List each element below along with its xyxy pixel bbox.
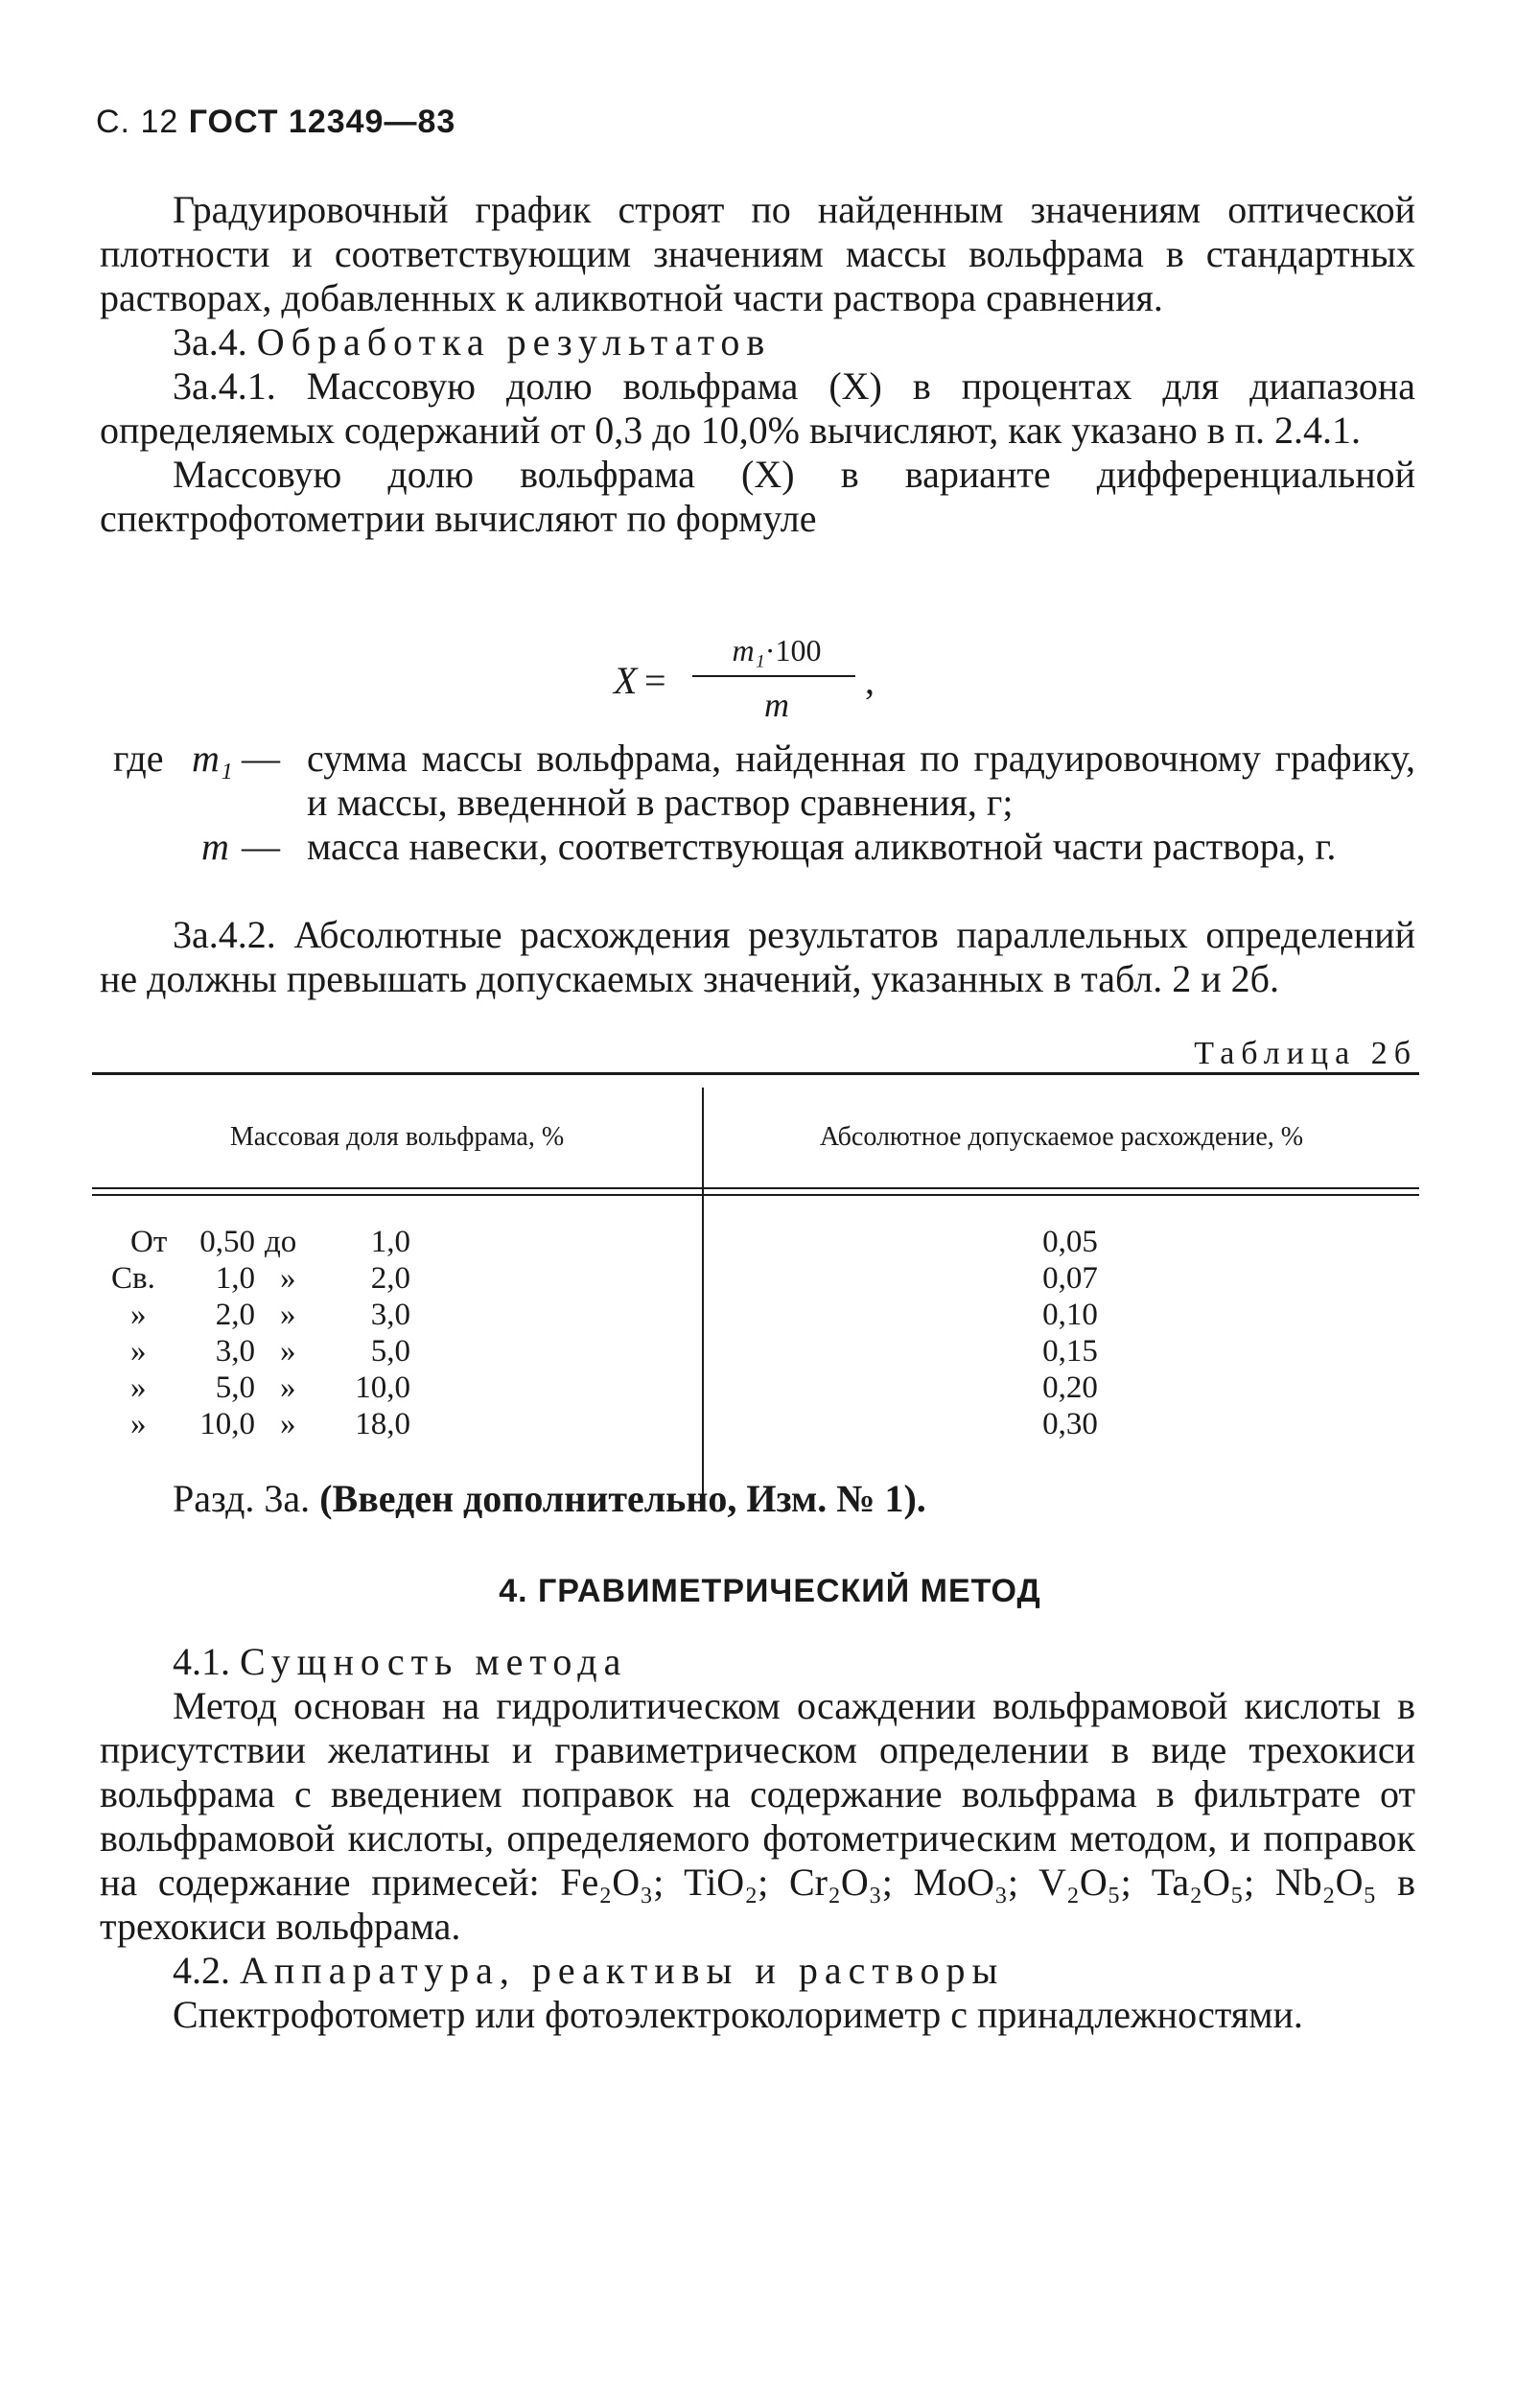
where-def-m1: сумма массы вольфрама, найденная по градуировочному графику, и массы, введенной в раствор сравнения, г; (307, 737, 1415, 824)
table-header-rule-double (92, 1194, 1419, 1196)
standard-number: ГОСТ 12349—83 (188, 104, 456, 140)
paragraph-formula-intro: Массовую долю вольфрама (X) в варианте дифференциальной спектрофотометрии вычисляют по формуле (100, 453, 1415, 540)
paragraph-3a41: 3а.4.1. Массовую долю вольфрама (X) в процентах для диапазона определяемых содержаний от 0,3 до 10,0% вычисляют, как указано в п. 2.4.1. (100, 364, 1415, 452)
paragraph-4-1: Метод основан на гидролитическом осаждении вольфрамовой кислоты в присутствии желатины и гравиметрическом определении в виде трехокиси вольфрама с введением поправок на содержание вольфрама в фильтрате от вольфрамовой кислоты, определяемого фотометрическим методом, и поправок на содержание примесей: Fe₂O₃; TiO₂; Cr₂O₃; MoO₃; V₂O₅; Ta₂O₅; Nb₂O₅ в трехокиси вольфрама. (100, 1684, 1415, 1948)
where-dash-1: — (242, 737, 280, 780)
table-body (92, 1224, 1419, 1442)
paragraph-3a42: 3а.4.2. Абсолютные расхождения результатов параллельных определений не должны превышать допускаемых значений, указанных в табл. 2 и 2б. (100, 913, 1415, 1000)
row-from: 5,0 (215, 1370, 255, 1405)
heading-4-1-title: Сущность метода (240, 1640, 628, 1683)
row-to: 3,0 (370, 1298, 410, 1332)
row-mid: » (280, 1261, 296, 1296)
amendment-section: Разд. 3а. (173, 1477, 311, 1520)
heading-4-1 (100, 1640, 1415, 1684)
table-row (92, 1333, 1419, 1370)
heading-4-1-number: 4.1. (173, 1640, 230, 1683)
row-to: 18,0 (355, 1407, 410, 1441)
paragraph-4-2: Спектрофотометр или фотоэлектроколориметр с принадлежностями. (173, 1993, 1303, 2036)
row-value: 0,05 (1042, 1225, 1098, 1259)
formula-lhs: X (614, 659, 638, 702)
formula-numerator-rest: ·100 (764, 633, 822, 667)
amendment-bold: (Введен дополнительно, Изм. № 1). (319, 1477, 926, 1520)
row-from: 10,0 (199, 1407, 255, 1441)
row-value: 0,20 (1042, 1370, 1098, 1405)
formula-denominator: m (764, 686, 789, 724)
row-mid: до (265, 1225, 297, 1259)
heading-4-2-number: 4.2. (173, 1949, 230, 1992)
where-dash-2: — (242, 825, 280, 868)
row-value: 0,15 (1042, 1334, 1098, 1369)
row-mid: » (280, 1370, 296, 1405)
where-def-m: масса навески, соответствующая аликвотной части раствора, г. (307, 825, 1337, 868)
formula-numerator-var: m₁ (732, 633, 765, 667)
row-value: 0,10 (1042, 1298, 1098, 1332)
page-number: С. 12 (96, 104, 179, 140)
row-to: 2,0 (370, 1261, 410, 1296)
row-value: 0,30 (1042, 1407, 1098, 1441)
row-prefix: » (130, 1407, 147, 1441)
formula-numerator (719, 633, 834, 668)
table-row (92, 1406, 1419, 1442)
row-from: 3,0 (215, 1334, 255, 1369)
row-mid: » (280, 1298, 296, 1332)
heading-4-2-title: Аппаратура, реактивы и растворы (240, 1949, 1005, 1992)
heading-4-2 (100, 1949, 1415, 1993)
row-to: 5,0 (370, 1334, 410, 1369)
row-prefix: » (130, 1370, 147, 1405)
table-row (92, 1224, 1419, 1260)
formula (614, 633, 921, 724)
running-header (96, 104, 455, 141)
table-caption: Таблица 2б (1194, 1036, 1417, 1071)
text-block-3a42 (100, 913, 1415, 1001)
where-clause (100, 737, 1442, 919)
row-prefix: От (130, 1225, 168, 1259)
text-block-top (100, 188, 1415, 541)
table-row (92, 1370, 1419, 1406)
where-term-m: m (201, 825, 229, 868)
amendment-line (100, 1477, 1415, 1521)
row-to: 1,0 (370, 1225, 410, 1259)
where-term-m1: m₁ (192, 737, 233, 780)
heading-3a4 (100, 320, 1415, 364)
table-header-tolerance: Абсолютное допускаемое расхождение, % (819, 1122, 1304, 1152)
row-prefix: Св. (111, 1261, 155, 1296)
section-4-title: 4. ГРАВИМЕТРИЧЕСКИЙ МЕТОД (499, 1573, 1041, 1609)
heading-3a4-number: 3а.4. (173, 320, 247, 363)
row-prefix: » (130, 1334, 147, 1369)
heading-3a4-title: Обработка результатов (256, 320, 772, 363)
row-from: 1,0 (215, 1261, 255, 1296)
paragraph-calibration: Градуировочный график строят по найденным значениям оптической плотности и соответствующим значениям массы вольфрама в стандартных растворах, добавленных к аликвотной части раствора сравнения. (100, 188, 1415, 319)
table-row (92, 1260, 1419, 1297)
row-mid: » (280, 1407, 296, 1441)
table-top-rule (92, 1072, 1419, 1075)
amendment-note (100, 1477, 1415, 1521)
row-mid: » (280, 1334, 296, 1369)
row-value: 0,07 (1042, 1261, 1098, 1296)
row-from: 0,50 (199, 1225, 255, 1259)
row-from: 2,0 (215, 1298, 255, 1332)
table-row (92, 1297, 1419, 1333)
formula-equals: = (644, 659, 666, 702)
text-block-section4 (100, 1640, 1415, 2037)
formula-fraction-bar (692, 675, 855, 677)
formula-comma: , (865, 659, 875, 702)
table-header-rule (92, 1187, 1419, 1189)
where-lead: где (113, 737, 164, 780)
row-to: 10,0 (355, 1370, 410, 1405)
row-prefix: » (130, 1298, 147, 1332)
table-header-mass-fraction: Массовая доля вольфрама, % (229, 1122, 565, 1152)
